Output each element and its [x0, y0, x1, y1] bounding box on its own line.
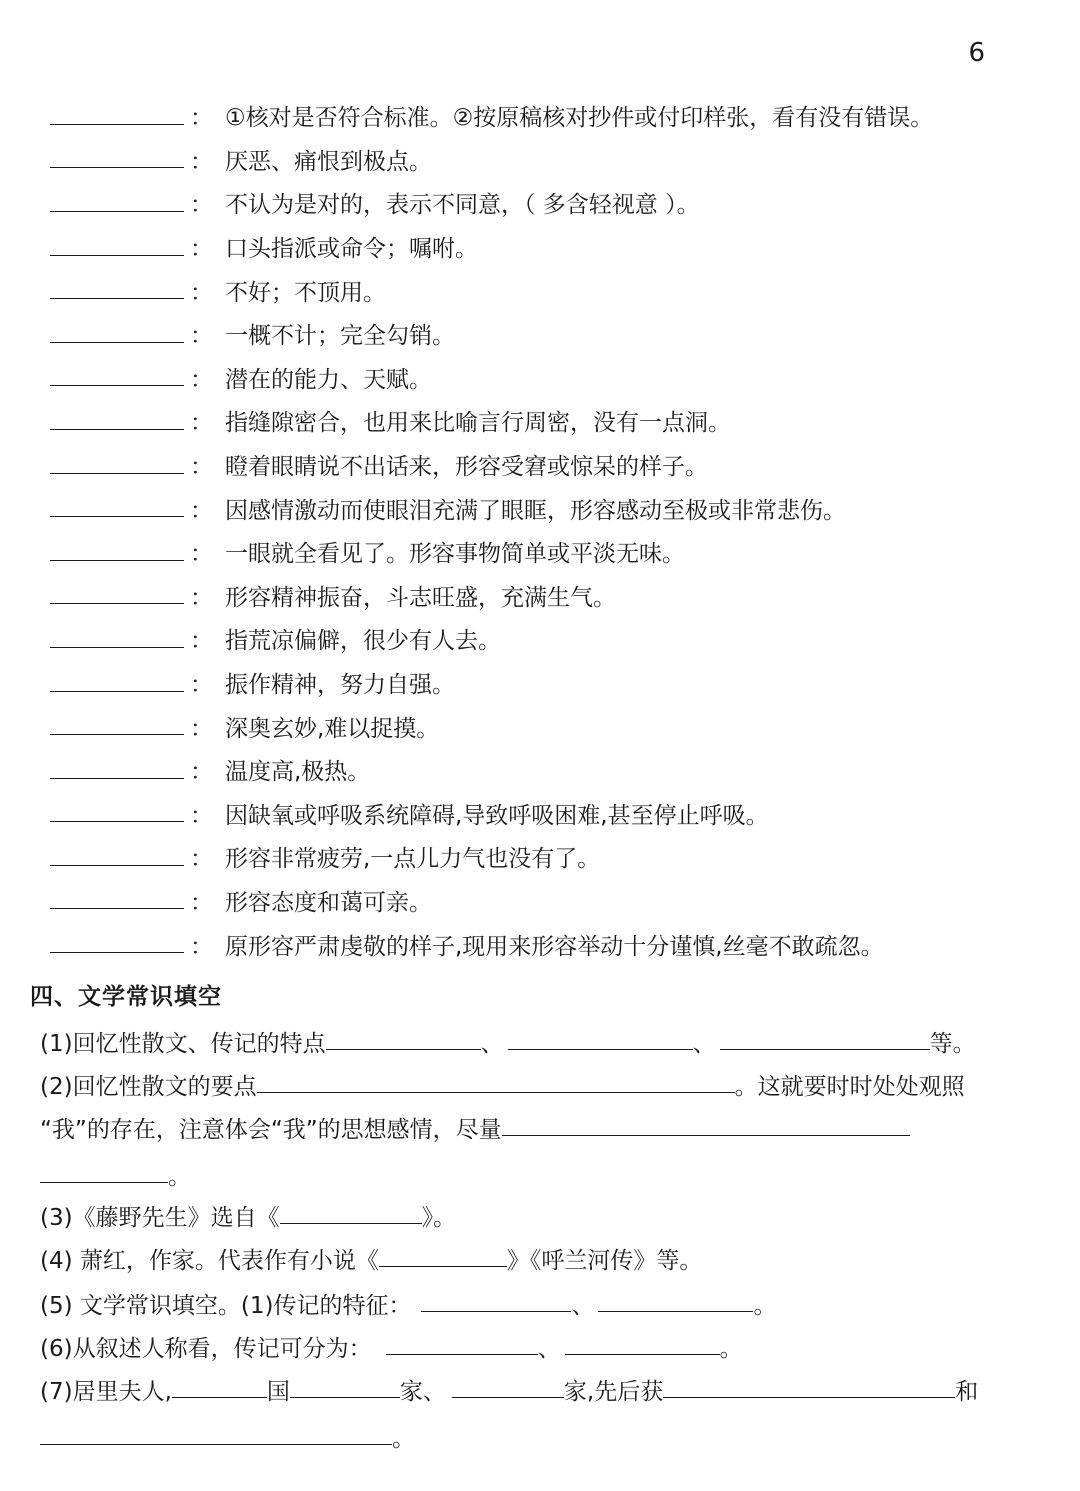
question-7 [40, 1371, 1010, 1407]
colon: ： [190, 366, 213, 393]
answer-blank[interactable] [326, 1048, 481, 1050]
question-7-end: 。 [392, 1425, 415, 1452]
answer-blank[interactable] [50, 166, 184, 168]
question-7-line2 [40, 1418, 1010, 1454]
question-2-line2 [40, 1109, 1010, 1145]
answer-blank[interactable] [50, 777, 184, 779]
definition-row [50, 225, 1040, 269]
question-7-word: 国 [266, 1378, 290, 1405]
definition-row [50, 661, 1040, 705]
colon: ： [190, 454, 213, 481]
definition-row [50, 748, 1040, 792]
answer-blank[interactable] [720, 1048, 930, 1050]
question-4-end: 》《呼兰河传》等。 [506, 1247, 703, 1274]
definition-text: ①核对是否符合标准。②按原稿核对抄件或付印样张，看有没有错误。 [225, 105, 934, 132]
separator: 、 [537, 1335, 561, 1362]
definition-row [50, 443, 1040, 487]
page-number: 6 [968, 38, 985, 68]
definition-row [50, 312, 1040, 356]
colon: ： [190, 541, 213, 568]
answer-blank[interactable] [50, 690, 184, 692]
colon: ： [190, 323, 213, 350]
definition-text: 原形容严肃虔敬的样子,现用来形容举动十分谨慎,丝毫不敢疏忽。 [225, 933, 884, 960]
definition-text: 潜在的能力、天赋。 [225, 366, 432, 393]
question-5-end: 。 [753, 1292, 777, 1319]
definition-row [50, 792, 1040, 836]
answer-blank[interactable] [50, 515, 184, 517]
answer-blank[interactable] [565, 1353, 720, 1355]
definition-text: 一概不计；完全勾销。 [225, 323, 455, 350]
definition-row [50, 94, 1040, 138]
separator: 、 [692, 1030, 716, 1057]
answer-blank[interactable] [50, 646, 184, 648]
answer-blank[interactable] [50, 907, 184, 909]
question-1-end: 等。 [929, 1030, 976, 1057]
answer-blank[interactable] [50, 384, 184, 386]
colon: ： [190, 279, 213, 306]
colon: ： [190, 715, 213, 742]
colon: ： [190, 846, 213, 873]
definition-text: 瞪着眼睛说不出话来，形容受窘或惊呆的样子。 [225, 454, 708, 481]
answer-blank[interactable] [50, 341, 184, 343]
definition-text: 指荒凉偏僻，很少有人去。 [225, 628, 501, 655]
definition-text: 不认为是对的，表示不同意，（ 多含轻视意 ）。 [225, 192, 700, 219]
definition-row [50, 356, 1040, 400]
answer-blank[interactable] [50, 123, 184, 125]
definition-text: 形容非常疲劳,一点儿力气也没有了。 [225, 846, 601, 873]
answer-blank[interactable] [50, 472, 184, 474]
question-2-text: (2)回忆性散文的要点 [40, 1073, 257, 1100]
definition-text: 温度高,极热。 [225, 759, 371, 786]
definition-row [50, 574, 1040, 618]
answer-blank[interactable] [663, 1396, 955, 1398]
answer-blank[interactable] [502, 1134, 910, 1136]
definition-row [50, 922, 1040, 966]
definition-row [50, 486, 1040, 530]
question-6 [40, 1328, 1010, 1364]
definition-text: 一眼就全看见了。形容事物简单或平淡无味。 [225, 541, 685, 568]
definition-text: 因感情激动而使眼泪充满了眼眶，形容感动至极或非常悲伤。 [225, 497, 846, 524]
colon: ： [190, 236, 213, 263]
question-1-text: (1)回忆性散文、传记的特点 [40, 1030, 326, 1057]
answer-blank[interactable] [421, 1310, 571, 1312]
separator: 、 [571, 1292, 595, 1319]
colon: ： [190, 933, 213, 960]
colon: ： [190, 889, 213, 916]
colon: ： [190, 672, 213, 699]
definition-row [50, 617, 1040, 661]
definition-row [50, 835, 1040, 879]
answer-blank[interactable] [40, 1443, 392, 1445]
question-5 [40, 1285, 1010, 1321]
question-2 [40, 1066, 1010, 1102]
definition-text: 不好；不顶用。 [225, 279, 386, 306]
answer-blank[interactable] [50, 951, 184, 953]
colon: ： [190, 802, 213, 829]
question-2-line2-text: “我”的存在，注意体会“我”的思想感情，尽量 [40, 1116, 502, 1143]
question-3-end: 》。 [421, 1204, 457, 1231]
definition-list [50, 94, 1040, 966]
answer-blank[interactable] [172, 1396, 267, 1398]
question-1 [40, 1023, 1010, 1059]
answer-blank[interactable] [50, 559, 184, 561]
question-7-word: 家、 [399, 1378, 446, 1405]
definition-row [50, 138, 1040, 182]
definition-text: 因缺氧或呼吸系统障碍,导致呼吸困难,甚至停止呼吸。 [225, 802, 769, 829]
answer-blank[interactable] [379, 1265, 507, 1267]
answer-blank[interactable] [50, 820, 184, 822]
definition-row [50, 879, 1040, 923]
definition-row [50, 181, 1040, 225]
question-7-text: (7)居里夫人, [40, 1378, 172, 1405]
question-2-line3 [40, 1156, 1010, 1192]
definition-text: 振作精神，努力自强。 [225, 672, 455, 699]
answer-blank[interactable] [598, 1310, 753, 1312]
question-5-text: (5) 文学常识填空。(1)传记的特征： [40, 1292, 412, 1319]
definition-row [50, 530, 1040, 574]
colon: ： [190, 628, 213, 655]
answer-blank[interactable] [290, 1396, 400, 1398]
definition-text: 指缝隙密合，也用来比喻言行周密，没有一点洞。 [225, 410, 731, 437]
answer-blank[interactable] [280, 1222, 422, 1224]
answer-blank[interactable] [50, 254, 184, 256]
answer-blank[interactable] [508, 1048, 693, 1050]
definition-row [50, 399, 1040, 443]
answer-blank[interactable] [50, 210, 184, 212]
answer-blank[interactable] [50, 733, 184, 735]
answer-blank[interactable] [257, 1091, 735, 1093]
colon: ： [190, 410, 213, 437]
answer-blank[interactable] [50, 602, 184, 604]
definition-text: 深奥玄妙,难以捉摸。 [225, 715, 440, 742]
question-7-word: 和 [955, 1378, 979, 1405]
answer-blank[interactable] [50, 428, 184, 430]
definition-text: 口头指派或命令；嘱咐。 [225, 236, 478, 263]
question-4-text: (4) 萧红，作家。代表作有小说《 [40, 1247, 379, 1274]
answer-blank[interactable] [50, 297, 184, 299]
colon: ： [190, 148, 213, 175]
question-2-end: 。 [168, 1163, 191, 1190]
separator: 、 [480, 1030, 504, 1057]
definition-text: 形容精神振奋，斗志旺盛，充满生气。 [225, 584, 616, 611]
definition-text: 形容态度和蔼可亲。 [225, 889, 432, 916]
answer-blank[interactable] [40, 1181, 168, 1183]
question-2-suffix: 。这就要时时处处观照 [734, 1073, 965, 1100]
question-6-end: 。 [719, 1335, 743, 1362]
answer-blank[interactable] [386, 1353, 538, 1355]
question-3 [40, 1197, 1010, 1233]
definition-text: 厌恶、痛恨到极点。 [225, 148, 432, 175]
colon: ： [190, 105, 213, 132]
answer-blank[interactable] [50, 864, 184, 866]
definition-row [50, 268, 1040, 312]
section-heading: 四、文学常识填空 [30, 984, 222, 1010]
answer-blank[interactable] [452, 1396, 564, 1398]
question-7-word: 家,先后获 [563, 1378, 664, 1405]
colon: ： [190, 192, 213, 219]
colon: ： [190, 497, 213, 524]
colon: ： [190, 584, 213, 611]
definition-row [50, 704, 1040, 748]
question-3-text: (3)《藤野先生》选自《 [40, 1204, 280, 1231]
question-6-text: (6)从叙述人称看，传记可分为： [40, 1335, 372, 1362]
colon: ： [190, 759, 213, 786]
question-4 [40, 1240, 1010, 1276]
